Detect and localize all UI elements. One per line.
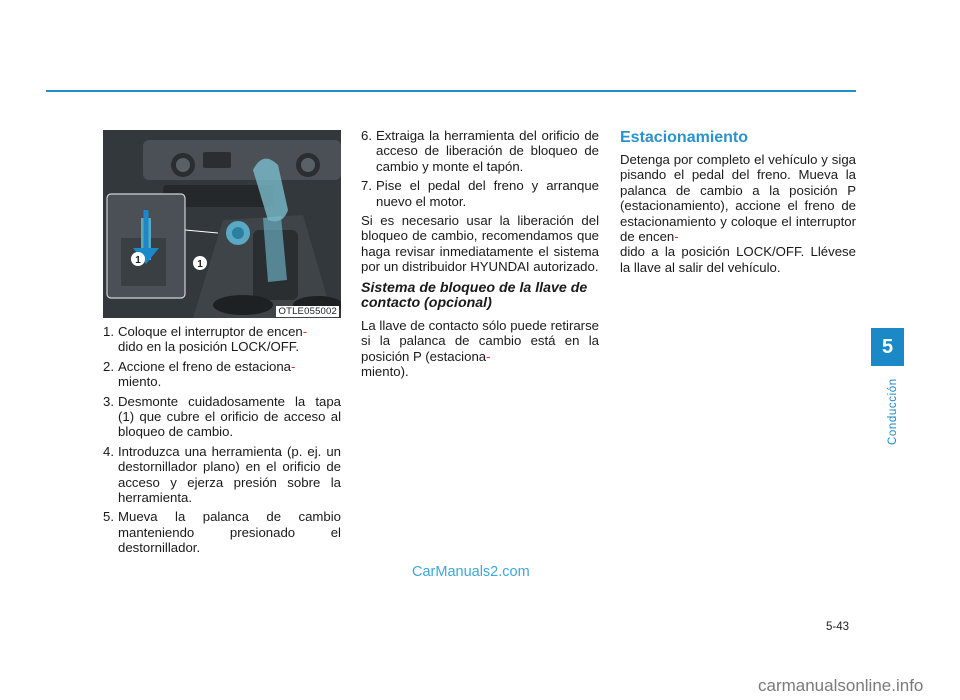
section-title: Estacionamiento	[620, 129, 749, 146]
callout-1: 1	[197, 259, 203, 270]
shift-lock-recommendation: Si es necesario usar la liberación del bloqueo de cambio, recomendamos que haga revisar inmediatamente el sistema por un distribuidor HYUNDAI autorizado.	[361, 213, 599, 275]
list-item: 7. Pise el pedal del freno y arranque nuevo el motor.	[361, 178, 599, 209]
list-item: 4. Introduzca una herramienta (p. ej. un destornillador plano) en el orificio de acceso y ejerza presión sobre la herramienta.	[103, 443, 341, 506]
page-number: 5-43	[826, 621, 850, 633]
watermark-link[interactable]: CarManuals2.com	[412, 564, 530, 580]
steps-list-2	[361, 128, 599, 209]
list-item: 2. Accione el freno de estaciona- miento.	[103, 358, 296, 390]
list-item: 5. Mueva la palanca de cambio manteniendo presionado el destornillador.	[103, 509, 341, 556]
column-3	[620, 129, 856, 281]
parking-paragraph: Detenga por completo el vehículo y siga pisando el pedal del freno. Mueva la palanca de cambio a la posición P (estacionamiento), accione el freno de estacionamiento y coloque el interruptor de encen- dido a la posición LOCK/OFF. Llévese la llave al salir del vehículo.	[620, 152, 856, 275]
chapter-number-tab: 5	[871, 328, 904, 366]
list-item: 6. Extraiga la herramienta del orificio de acceso de liberación de bloqueo de cambio y monte el tapón.	[361, 128, 599, 174]
chapter-label: Conducción	[887, 378, 899, 445]
list-item: 1. Coloque el interruptor de encen- dido en la posición LOCK/OFF.	[103, 324, 308, 355]
footer-watermark: carmanualsonline.info	[758, 676, 924, 695]
gear-shift-lock-illustration	[103, 130, 341, 318]
key-lock-paragraph: La llave de contacto sólo puede retirarse si la palanca de cambio está en la posición P (estaciona- miento).	[361, 317, 599, 380]
callout-1-inset: 1	[135, 255, 141, 266]
header-rule	[46, 90, 856, 92]
list-item: 3. Desmonte cuidadosamente la tapa (1) que cubre el orificio de acceso al bloqueo de cambio.	[103, 393, 341, 440]
steps-list-1	[103, 324, 341, 556]
figure-code: OTLE055002	[278, 306, 337, 317]
shift-lever-drawing	[103, 130, 341, 318]
key-lock-subheading: Sistema de bloqueo de la llave de contacto (opcional)	[361, 279, 588, 312]
column-1	[103, 324, 341, 560]
column-2	[361, 128, 599, 385]
